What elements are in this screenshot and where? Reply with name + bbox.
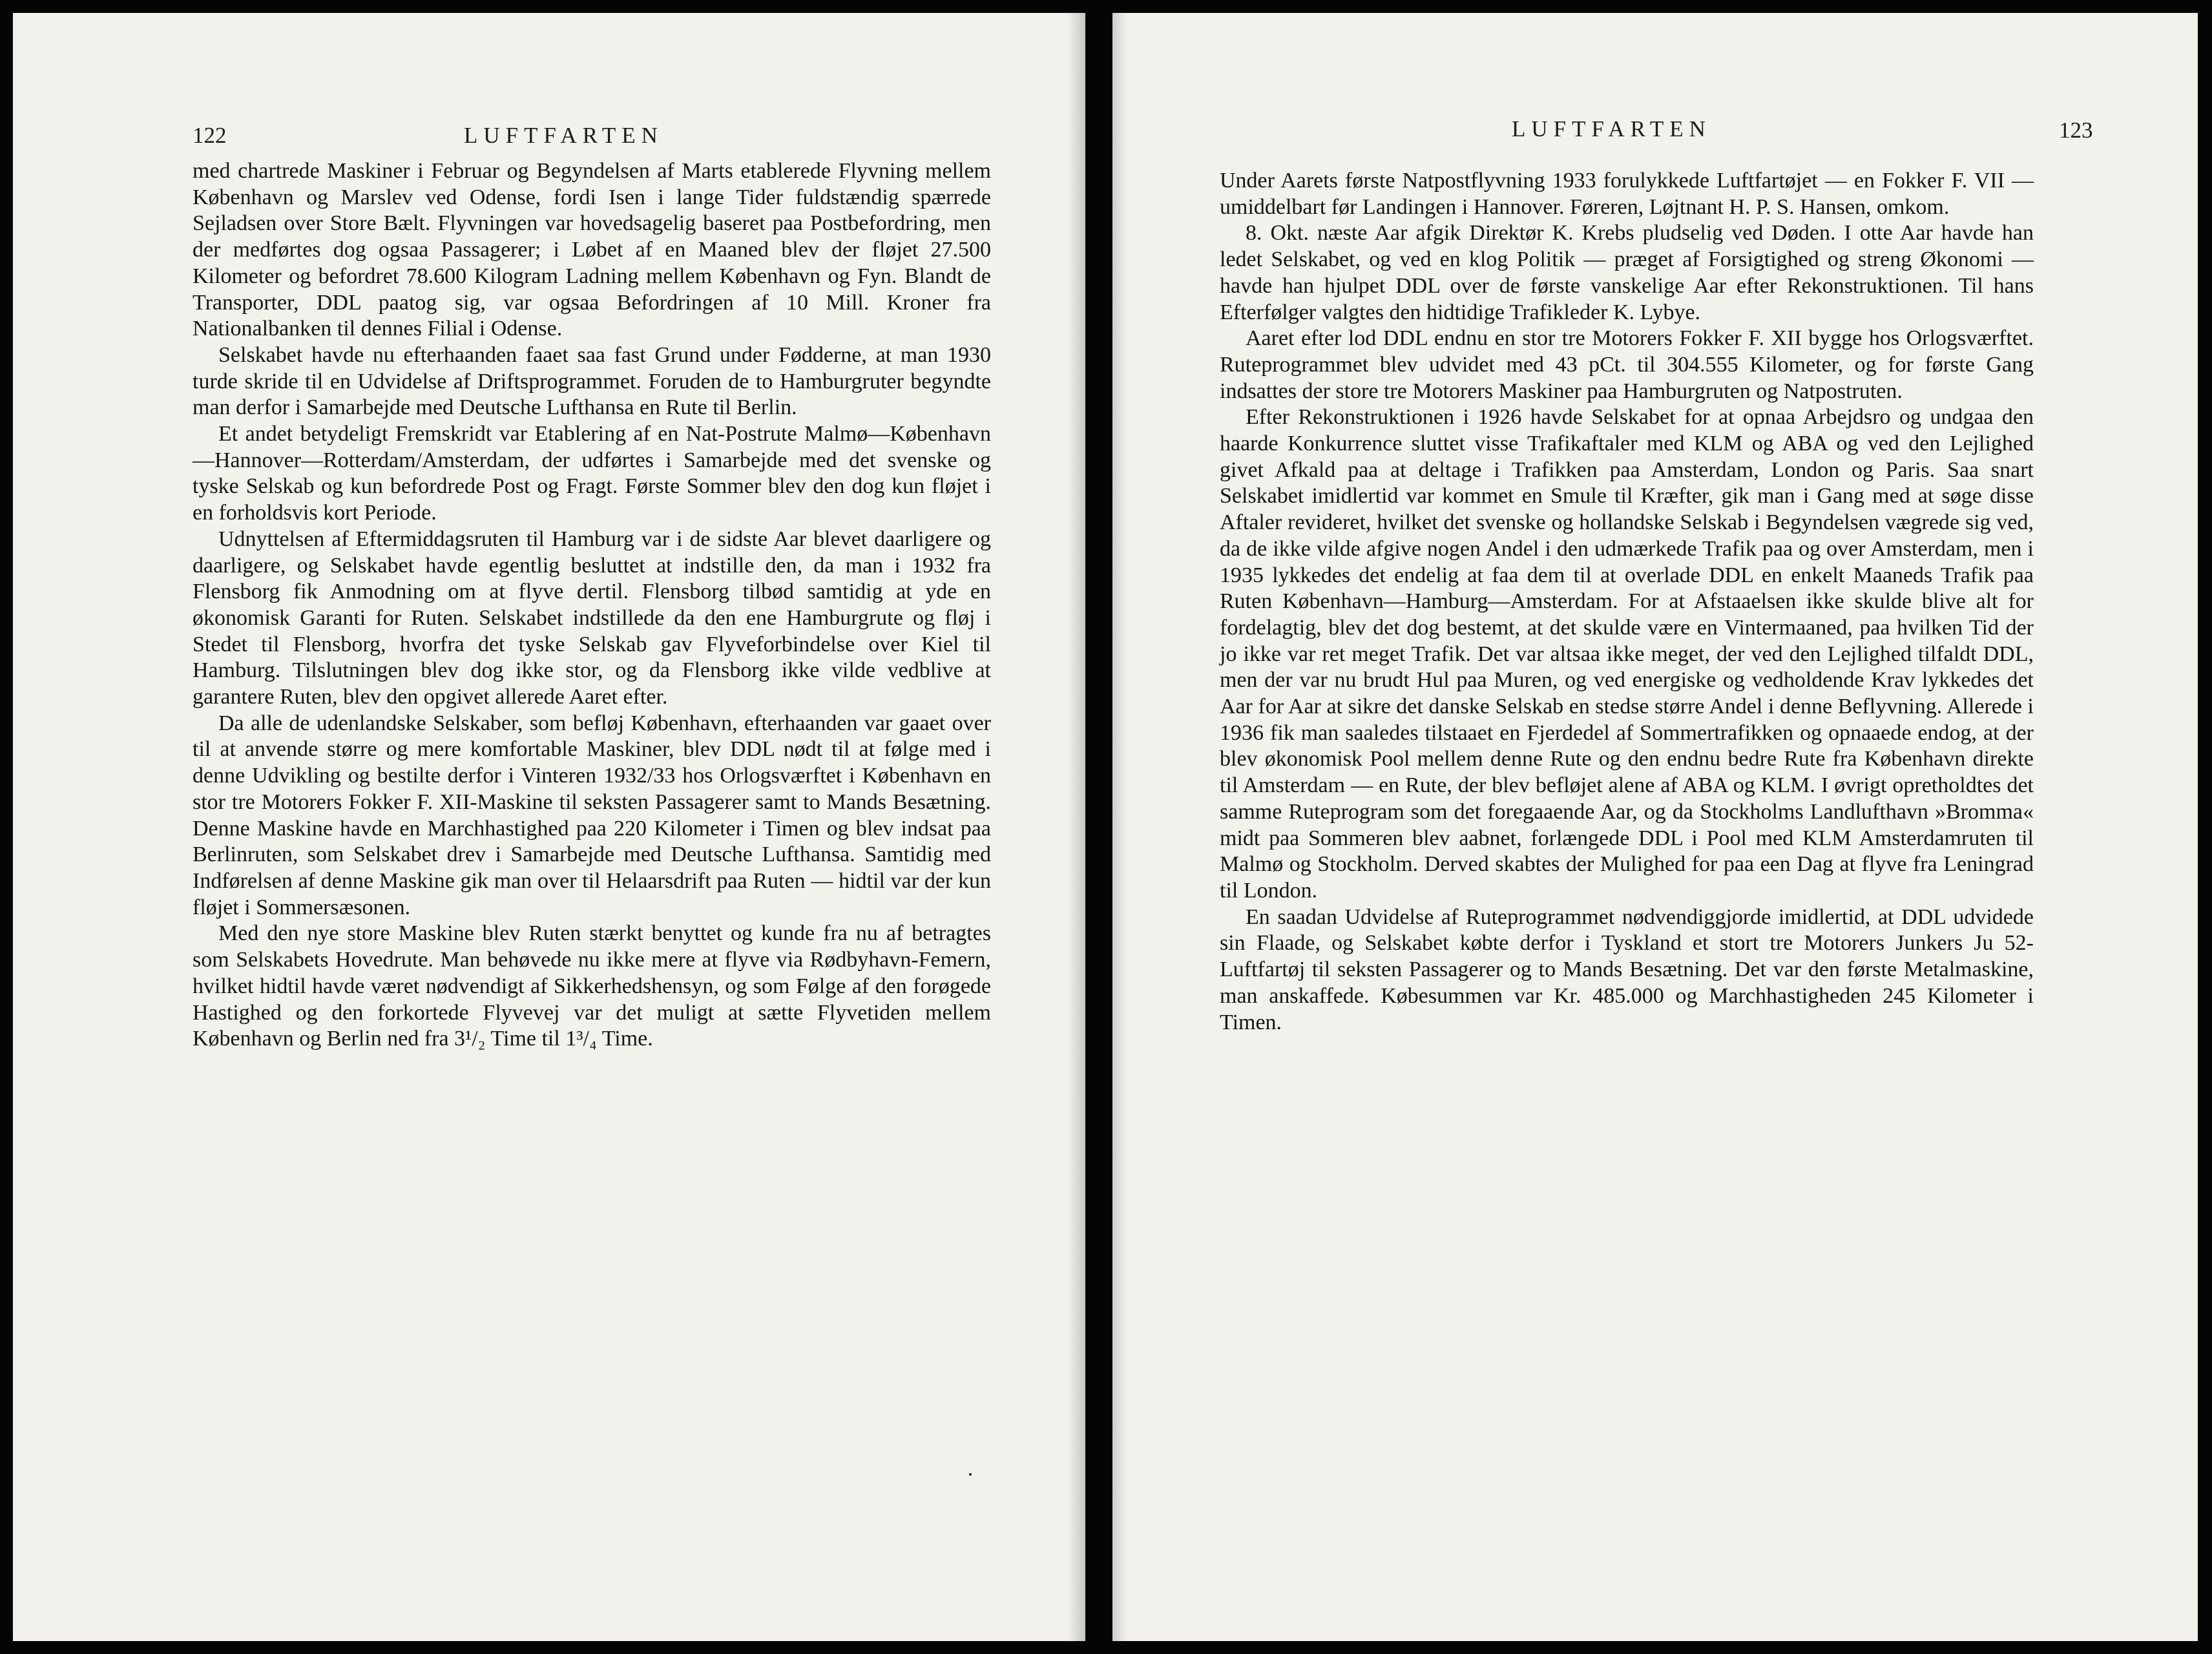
paragraph: Under Aarets første Natpostflyvning 1933 forulykkede Luftfartøjet — en Fokker F. VII — umiddelbart før Landingen i Hannover. Føreren, Løjtnant H. P. S. Hansen, omkom. [1220,169,2034,219]
paragraph: Udnyttelsen af Eftermiddagsruten til Hamburg var i de sidste Aar blevet daarligere og daarligere, og Selskabet havde egentlig besluttet at indstille den, da man i 1932 fra Flensborg fik Anmodning om at flyve dertil. Flensborg tilbød samtidig at yde en økonomisk Garanti for Ruten. Selskabet indstillede da den ene Hamburgrute og fløj i Stedet til Flensborg, hvorfra det tyske Selskab gav Flyveforbindelse over Kiel til Hamburg. Tilslutningen blev dog ikke stor, og da Flensborg ikke vilde vedblive at garantere Ruten, blev den opgivet allerede Aaret efter. [193,527,991,709]
paragraph: 8. Okt. næste Aar afgik Direktør K. Krebs pludselig ved Døden. I otte Aar havde han ledet Selskabet, og ved en klog Politik — præget af Forsigtighed og streng Økonomi — havde han hjulpet DDL over de første vanskelige Aar efter Rekonstruktionen. Til hans Efterfølger valgtes den hidtidige Trafikleder K. Lybye. [1220,221,2034,324]
paper-speck [969,1473,972,1476]
right-page [1112,13,2198,1641]
page-number: 122 [193,123,227,148]
paragraph: med chartrede Maskiner i Februar og Begyndelsen af Marts etablerede Flyvning mellem København og Marslev ved Odense, fordi Isen i lange Tider fuldstændig spærrede Sejladsen over Store Bælt. Flyvningen var hovedsagelig baseret paa Postbefordring, men der medførtes dog ogsaa Passagerer; i Løbet af en Maaned blev der fløjet 27.500 Kilometer og befordret 78.600 Kilogram Ladning mellem København og Fyn. Blandt de Transporter, DDL paatog sig, var ogsaa Befordringen af 10 Mill. Kroner fra Nationalbanken til dennes Filial i Odense. [193,159,991,341]
paragraph: Da alle de udenlandske Selskaber, som befløj København, efterhaanden var gaaet over til at anvende større og mere komfortable Maskiner, blev DDL nødt til at følge med i denne Udvikling og bestilte derfor i Vinteren 1932/33 hos Orlogsværftet i København en stor tre Motorers Fokker F. XII-Maskine til seksten Passagerer samt to Mands Besætning. Denne Maskine havde en Marchhastighed paa 220 Kilometer i Timen og blev indsat paa Berlinruten, som Selskabet drev i Samarbejde med Deutsche Lufthansa. Samtidig med Indførelsen af denne Maskine gik man over til Helaarsdrift paa Ruten — hidtil var der kun fløjet i Sommersæsonen. [193,711,991,919]
running-title: LUFTFARTEN [1512,116,1711,141]
paragraph: Aaret efter lod DDL endnu en stor tre Motorers Fokker F. XII bygge hos Orlogsværftet. Ruteprogrammet blev udvidet med 43 pCt. til 304.555 Kilometer, og for første Gang indsattes der store tre Motorers Maskiner paa Hamburgruten og Natpostruten. [1220,326,2034,403]
body-text [1220,168,2034,1036]
page-number: 123 [2059,118,2093,143]
paragraph: Et andet betydeligt Fremskridt var Etablering af en Nat-Postrute Malmø—København—Hannover—Rotterdam/Amsterdam, der udførtes i Samarbejde med det svenske og tyske Selskab og kun befordrede Post og Fragt. Første Sommer blev den dog kun fløjet i en forholdsvis kort Periode. [193,422,991,525]
gutter-shadow [1067,13,1085,1641]
paragraph: En saadan Udvidelse af Ruteprogrammet nødvendiggjorde imidlertid, at DDL udvidede sin Flaade, og Selskabet købte derfor i Tyskland et stort tre Motorers Junkers Ju 52-Luftfartøj til seksten Passagerer og to Mands Besætning. Det var den første Metalmaskine, man anskaffede. Købesummen var Kr. 485.000 og Marchhastigheden 245 Kilometer i Timen. [1220,905,2034,1034]
paragraph: Efter Rekonstruktionen i 1926 havde Selskabet for at opnaa Arbejdsro og undgaa den haarde Konkurrence sluttet visse Trafikaftaler med KLM og ABA og ved den Lejlighed givet Afkald paa at deltage i Trafikken paa Amsterdam, London og Paris. Saa snart Selskabet imidlertid var kommet en Smule til Kræfter, gik man i Gang med at søge disse Aftaler revideret, hvilket det svenske og hollandske Selskab i Begyndelsen vægrede sig ved, da de ikke vilde afgive nogen Andel i den udmærkede Trafik paa og over Amsterdam, men i 1935 lykkedes det endelig at faa dem til at overlade DDL en enkelt Maaneds Trafik paa Ruten København—Hamburg—Amsterdam. For at Afstaaelsen ikke skulde blive alt for fordelagtig, blev det dog bestemt, at det skulde være en Vintermaaned, paa hvilken Tid der jo ikke var ret meget Trafik. Det var altsaa ikke meget, der ved den Lejlighed tilfaldt DDL, men der var nu brudt Hul paa Muren, og ved energiske og vedholdende Krav lykkedes det Aar for Aar at sikre det danske Selskab en stedse større Andel i denne Beflyvning. Allerede i 1936 fik man saaledes tilstaaet en Fjerdedel af Sommertrafikken og opnaaede endog, at der blev økonomisk Pool mellem denne Rute og den endnu bedre Rute fra København direkte til Amsterdam — en Rute, der blev befløjet alene af ABA og KLM. I øvrigt opretholdtes det samme Ruteprogram som det foregaaende Aar, og da Stockholms Landlufthavn »Bromma« midt paa Sommeren blev aabnet, forlængede DDL i Pool med KLM Amsterdamruten til Malmø og Stockholm. Derved skabtes der Mulighed for paa een Dag at flyve fra Leningrad til London. [1220,405,2034,903]
running-title: LUFTFARTEN [464,123,663,148]
left-page [13,13,1085,1641]
gutter-shadow [1112,13,1127,1641]
body-text [193,158,991,1052]
paragraph: Selskabet havde nu efterhaanden faaet saa fast Grund under Fødderne, at man 1930 turde skride til en Udvidelse af Driftsprogrammet. Foruden de to Hamburgruter begyndte man derfor i Samarbejde med Deutsche Lufthansa en Rute til Berlin. [193,342,991,420]
paragraph: Med den nye store Maskine blev Ruten stærkt benyttet og kunde fra nu af betragtes som Selskabets Hovedrute. Man behøvede nu ikke mere at flyve via Rødbyhavn-Femern, hvilket hidtil havde været nødvendigt af Sikkerhedshensyn, og som Følge af den forøgede Hastighed og den forkortede Flyvevej var det muligt at sætte Flyvetiden mellem København og Berlin ned fra 3¹/₂ Time til 1³/₄ Time. [193,921,991,1051]
